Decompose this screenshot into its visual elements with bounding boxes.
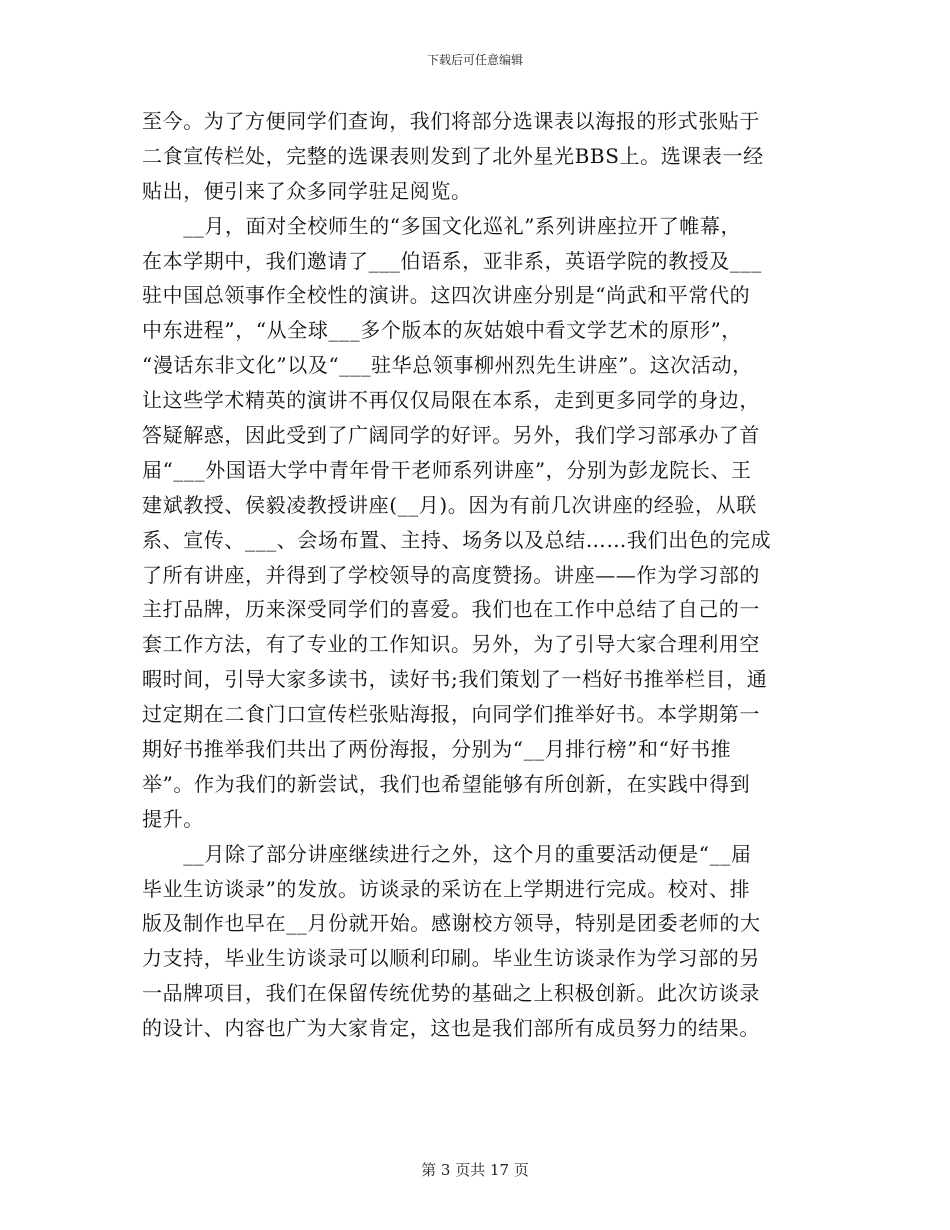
body-line: 让这些学术精英的演讲不再仅仅局限在本系，走到更多同学的身边， [142,388,760,413]
body-line: 一品牌项目，我们在保留传统优势的基础之上积极创新。此次访谈录 [142,981,760,1006]
body-line: __月除了部分讲座继续进行之外，这个月的重要活动便是“__届 [142,841,752,866]
document-body [142,104,802,1046]
body-line: 力支持，毕业生访谈录可以顺利印刷。毕业生访谈录作为学习部的另 [142,946,760,971]
body-line: 建斌教授、侯毅凌教授讲座(__月)。因为有前几次讲座的经验，从联 [142,492,757,517]
body-line: 了所有讲座，并得到了学校领导的高度赞扬。讲座——作为学习部的 [142,562,760,587]
body-line: 驻中国总领事作全校性的演讲。这四次讲座分别是“尚武和平常代的 [142,283,751,308]
body-line: 主打品牌，历来深受同学们的喜爱。我们也在工作中总结了自己的一 [142,597,760,622]
body-line: 暇时间，引导大家多读书，读好书;我们策划了一档好书推举栏目，通 [142,667,768,692]
body-line: 举”。作为我们的新尝试，我们也希望能够有所创新，在实践中得到 [142,771,751,796]
body-line: 系、宣传、___、会场布置、主持、场务以及总结……我们出色的完成 [142,527,772,552]
body-line: 在本学期中，我们邀请了___伯语系，亚非系，英语学院的教授及___ [142,248,762,273]
page-header-note: 下载后可任意编辑 [426,53,523,67]
body-line: 贴出，便引来了众多同学驻足阅览。 [142,178,472,203]
body-line: 二食宣传栏处，完整的选课表则发到了北外星光BBS上。选课表一经 [142,143,764,168]
body-line: 套工作方法，有了专业的工作知识。另外，为了引导大家合理利用空 [142,632,760,657]
body-line: 届“___外国语大学中青年骨干老师系列讲座”，分别为彭龙院长、王 [142,457,752,482]
body-line: 版及制作也早在__月份就开始。感谢校方领导，特别是团委老师的大 [142,911,761,936]
body-line: 毕业生访谈录”的发放。访谈录的采访在上学期进行完成。校对、排 [142,876,751,901]
body-line: 过定期在二食门口宣传栏张贴海报，向同学们推举好书。本学期第一 [142,702,760,727]
body-line: 至今。为了方便同学们查询，我们将部分选课表以海报的形式张贴于 [142,109,760,133]
body-line: 答疑解惑，因此受到了广阔同学的好评。另外，我们学习部承办了首 [142,423,760,448]
body-line: __月，面对全校师生的“多国文化巡礼”系列讲座拉开了帷幕， [142,213,742,238]
body-line: 期好书推举我们共出了两份海报，分别为“__月排行榜”和“好书推 [142,737,732,762]
body-line: 提升。 [142,806,204,831]
page-number-footer: 第 3 页共 17 页 [421,1161,529,1179]
body-line: 的设计、内容也广为大家肯定，这也是我们部所有成员努力的结果。 [142,1016,760,1041]
body-line: 中东进程”，“从全球___多个版本的灰姑娘中看文学艺术的原形”， [142,318,742,343]
body-line: “漫话东非文化”以及“___驻华总领事柳州烈先生讲座”。这次活动， [142,353,753,378]
